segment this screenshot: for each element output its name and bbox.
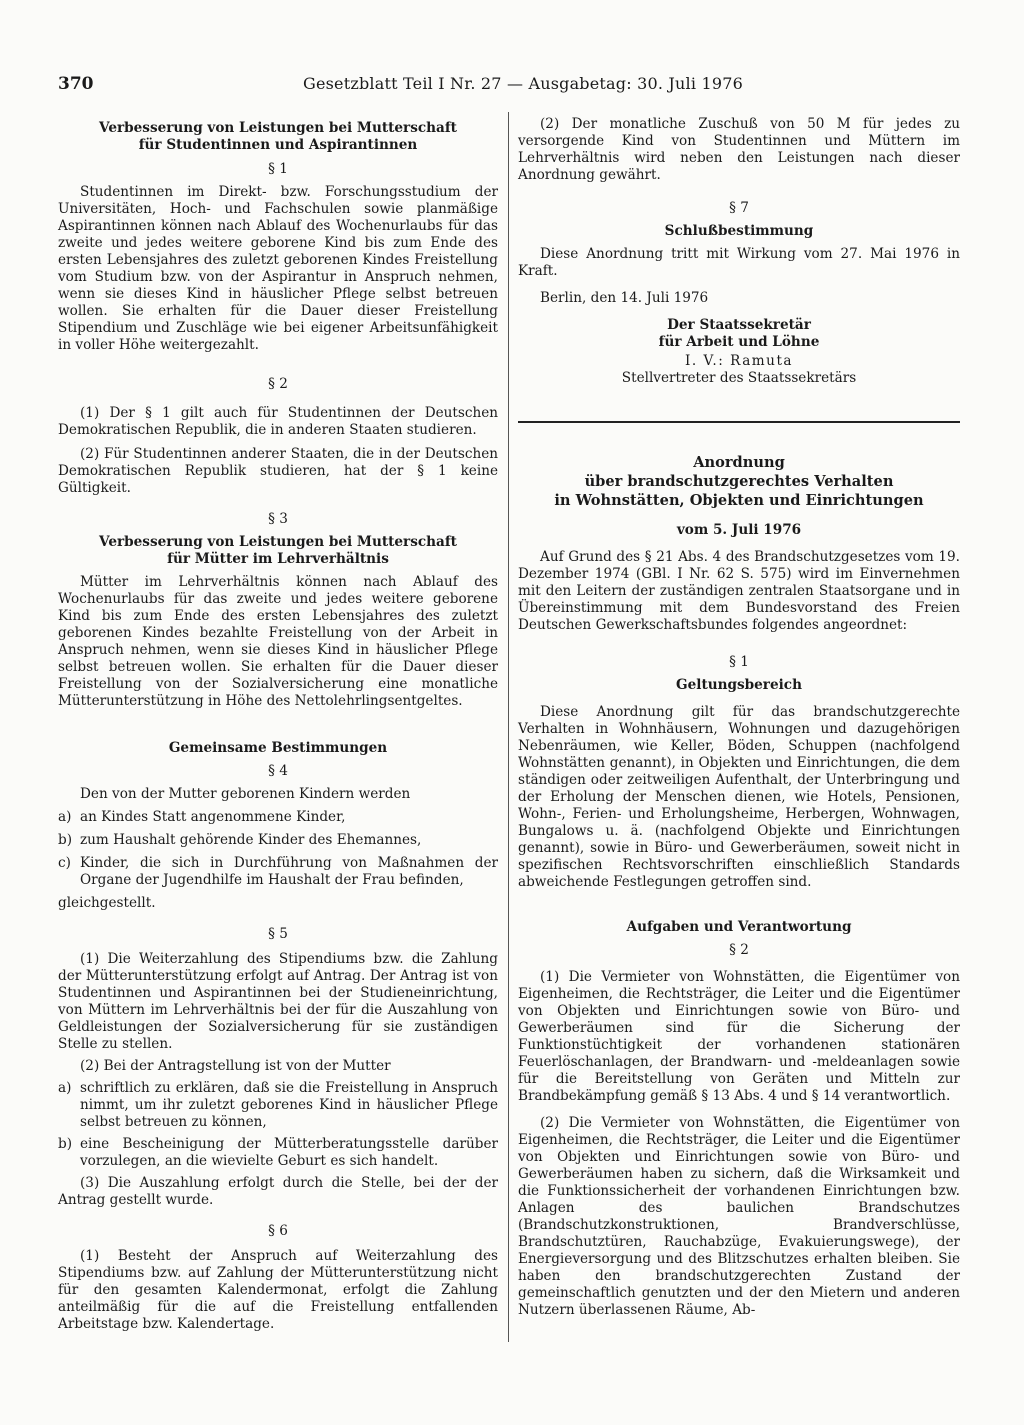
section-rule: [518, 421, 960, 423]
ordinance-title-2: über brandschutzgerechtes Verhalten: [584, 473, 894, 490]
section-4-outro: gleichgestellt.: [58, 895, 156, 911]
heading-muetter-lehrverhaeltnis-2: für Mütter im Lehrverhältnis: [167, 551, 389, 567]
ordinance-section-2-number: § 2: [729, 942, 749, 958]
section-2-para-1: (1) Der § 1 gilt auch für Studentinnen der Deutschen Demokratischen Republik, die in anderen Staaten studieren.: [58, 405, 498, 438]
section-1-text: Studentinnen im Direkt- bzw. Forschungsstudium der Universitäten, Hoch- und Fachschulen sowie planmäßige Aspirantinnen können nach Ablauf des Wochenurlaubs für das zweite und jedes weitere geborene Kind bis zum Ende des ersten Lebensjahres des zuletzt geborenen Kindes Freistellung vom Studium bzw. von der Aspirantur in Anspruch nehmen, wenn sie dieses Kind in häuslicher Pflege selbst betreuen wollen. Sie erhalten für die Dauer dieser Freistellung Stipendium und Zuschläge wie bei eigener Arbeitsunfähigkeit in voller Höhe weitergezahlt.: [58, 184, 498, 353]
section-3-number: § 3: [268, 511, 288, 527]
section-6-para-1: (1) Besteht der Anspruch auf Weiterzahlung des Stipendiums bzw. auf Zahlung der Mütterunterstützung nicht für den gesamten Kalendermonat, erfolgt die Zahlung anteilmäßig für die auf die Freistellung entfallenden Arbeitstage bzw. Kalendertage.: [58, 1248, 498, 1332]
signatory-title-1: Der Staatssekretär: [667, 317, 811, 333]
section-5-para-2: (2) Bei der Antragstellung ist von der Mutter: [80, 1058, 391, 1074]
item-text: zum Haushalt gehörende Kinder des Ehemannes,: [80, 832, 422, 848]
ordinance-section-1-number: § 1: [729, 654, 749, 670]
section-2-para-2: (2) Für Studentinnen anderer Staaten, die in der Deutschen Demokratischen Republik studieren, hat der § 1 keine Gültigkeit.: [58, 446, 498, 496]
signatory-name: I. V.: Ramuta: [684, 353, 794, 369]
ordinance-date: vom 5. Juli 1976: [676, 522, 802, 538]
section-5-number: § 5: [268, 926, 288, 942]
signatory-role: Stellvertreter des Staatssekretärs: [621, 370, 857, 386]
ordinance-title-1: Anordnung: [693, 454, 785, 471]
place-date: Berlin, den 14. Juli 1976: [540, 290, 709, 306]
section-4-number: § 4: [268, 763, 288, 779]
section-5-item-b: [58, 1136, 498, 1170]
section-5-item-a: [58, 1080, 498, 1131]
ordinance-section-1-text: Diese Anordnung gilt für das brandschutzgerechte Verhalten in Wohnhäusern, Wohnungen und dazugehörigen Nebenräumen, wie Keller, Böden, Schuppen (nachfolgend Wohnstätten genannt), in Objekten und Einrichtungen, die dem ständigen oder zeitweiligen Aufenthalt, der Unterbringung und der Erholung der Menschen dienen, wie Hotels, Pensionen, Wohn-, Ferien- und Erholungsheime, Herbergen, Wohnwagen, Bungalows u. ä. (nachfolgend Objekte und Einrichtungen genannt), sowie in Büro- und Gewerberäumen, soweit nicht in spezifischen Rechtsvorschriften einschließlich Standards abweichende Festlegungen getroffen sind.: [518, 704, 960, 890]
section-6-number: § 6: [268, 1223, 288, 1239]
section-4-intro: Den von der Mutter geborenen Kindern werden: [80, 786, 411, 802]
section-4-item-a: [58, 809, 498, 826]
section-4-item-b: [58, 832, 498, 849]
section-5-para-3: (3) Die Auszahlung erfolgt durch die Stelle, bei der der Antrag gestellt wurde.: [58, 1175, 498, 1208]
column-divider: [508, 112, 509, 1342]
heading-mutterschaft-studentinnen-2: für Studentinnen und Aspirantinnen: [138, 137, 418, 153]
item-text: Kinder, die sich in Durchführung von Maßnahmen der Organe der Jugendhilfe im Haushalt der Frau befinden,: [80, 855, 498, 888]
page-header: [58, 74, 966, 98]
running-head: Gesetzblatt Teil I Nr. 27 — Ausgabetag: 30. Juli 1976: [303, 74, 743, 93]
section-1-number: § 1: [268, 161, 288, 177]
left-column: [58, 114, 498, 1333]
section-6-para-2: (2) Der monatliche Zuschuß von 50 M für jedes zu versorgende Kind von Studentinnen und Müttern im Lehrverhältnis wird neben den Leistungen nach dieser Anordnung gewährt.: [518, 116, 960, 183]
heading-schlussbestimmung: Schlußbestimmung: [664, 223, 814, 239]
heading-geltungsbereich: Geltungsbereich: [676, 677, 802, 693]
ordinance-section-2-para-1: (1) Die Vermieter von Wohnstätten, die Eigentümer von Eigenheimen, die Rechtsträger, die Leiter und die Eigentümer von Objekten und Einrichtungen sowie von Büro- und Gewerberäumen sind für die Sicherung der Funktionstüchtigkeit der vorhandenen stationären Feuerlöschanlagen, der Brandwarn- und -meldeanlagen sowie für die Bereitstellung von Geräten und Mitteln zur Brandbekämpfung gemäß § 13 Abs. 4 und § 14 verantwortlich.: [518, 969, 960, 1104]
signatory-title-2: für Arbeit und Löhne: [658, 334, 820, 350]
item-label: a): [58, 809, 72, 825]
ordinance-section-2-para-2: (2) Die Vermieter von Wohnstätten, die Eigentümer von Eigenheimen, die Rechtsträger, die Leiter und die Eigentümer von Objekten und Einrichtungen sowie von Büro- und Gewerberäumen haben zu sichern, daß die Wirksamkeit und die Funktionssicherheit der vorhandenen Einrichtungen bzw. Anlagen des baulichen Brandschutzes (Brandschutzkonstruktionen, Brandverschlüsse, Brandschutztüren, Rauchabzüge, Evakuierungswege), der Energieversorgung und des Blitzschutzes erhalten bleiben. Sie haben den brandschutzgerechten Zustand der gemeinschaftlich genutzten und der den Mietern und anderen Nutzern überlassenen Räume, Ab-: [518, 1115, 960, 1318]
heading-muetter-lehrverhaeltnis-1: Verbesserung von Leistungen bei Mutterschaft: [99, 534, 457, 550]
section-3-text: Mütter im Lehrverhältnis können nach Ablauf des Wochenurlaubs für das zweite und jedes weitere geborene Kind bis zum Ende des ersten Lebensjahres des zuletzt geborenen Kindes bezahlte Freistellung von der Arbeit in Anspruch nehmen, wenn sie dieses Kind in häuslicher Pflege selbst betreuen wollen. Sie erhalten für die Dauer dieser Freistellung von der Sozialversicherung eine monatliche Mütterunterstützung in Höhe des Nettolehrlingsentgeltes.: [58, 574, 498, 709]
item-label: c): [58, 855, 71, 871]
right-column: [518, 114, 960, 1319]
item-label: a): [58, 1080, 72, 1096]
heading-mutterschaft-studentinnen-1: Verbesserung von Leistungen bei Mutterschaft: [99, 120, 457, 136]
page-number: 370: [58, 74, 94, 94]
item-text: schriftlich zu erklären, daß sie die Freistellung in Anspruch nimmt, um ihr zuletzt geborenes Kind in häuslicher Pflege selbst betreuen zu können,: [80, 1080, 498, 1130]
ordinance-preamble: Auf Grund des § 21 Abs. 4 des Brandschutzgesetzes vom 19. Dezember 1974 (GBl. I Nr. 62 S. 575) wird im Einvernehmen mit den Leitern der zuständigen zentralen Staatsorgane und in Übereinstimmung mit dem Bundesvorstand des Freien Deutschen Gewerkschaftsbundes folgendes angeordnet:: [518, 549, 960, 633]
item-label: b): [58, 832, 73, 848]
item-label: b): [58, 1136, 73, 1152]
section-7-text: Diese Anordnung tritt mit Wirkung vom 27. Mai 1976 in Kraft.: [518, 246, 960, 279]
heading-gemeinsame-bestimmungen: Gemeinsame Bestimmungen: [168, 740, 388, 756]
section-2-number: § 2: [268, 376, 288, 392]
section-7-number: § 7: [729, 200, 749, 216]
heading-aufgaben-verantwortung: Aufgaben und Verantwortung: [626, 919, 852, 935]
section-5-para-1: (1) Die Weiterzahlung des Stipendiums bzw. die Zahlung der Mütterunterstützung erfolgt auf Antrag. Der Antrag ist von Studentinnen und Aspirantinnen bei der Studieneinrichtung, von Müttern im Lehrverhältnis bei der für die Auszahlung von Geldleistungen der Sozialversicherung für sie zuständigen Stelle zu stellen.: [58, 951, 498, 1052]
item-text: eine Bescheinigung der Mütterberatungsstelle darüber vorzulegen, an die wievielte Geburt es sich handelt.: [80, 1136, 498, 1169]
ordinance-title-3: in Wohnstätten, Objekten und Einrichtungen: [554, 492, 924, 509]
item-text: an Kindes Statt angenommene Kinder,: [80, 809, 346, 825]
section-4-item-c: [58, 855, 498, 889]
